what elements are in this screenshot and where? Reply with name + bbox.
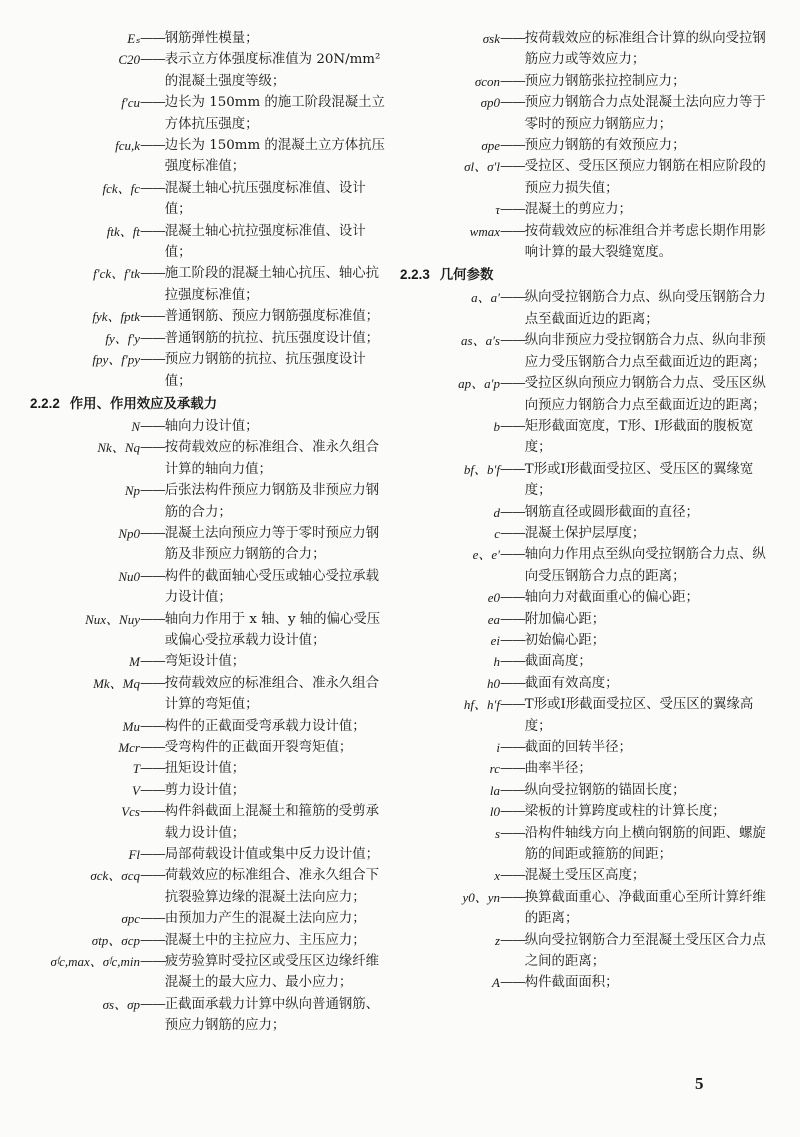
symbol: i <box>496 740 500 755</box>
symbol-description: 混凝土中的主拉应力、主压应力； <box>164 932 366 948</box>
symbol: N <box>131 418 140 434</box>
dash-separator: —— <box>500 932 525 948</box>
symbol-entry <box>30 844 390 865</box>
symbol-entry <box>400 287 775 330</box>
symbol: Fl <box>128 847 140 863</box>
symbol-description: 纵向受拉钢筋合力至混凝土受压区合力点之间的距离； <box>524 932 766 970</box>
symbol: la <box>489 782 500 798</box>
dash-separator: —— <box>140 31 165 46</box>
section-heading <box>400 264 775 286</box>
dash-separator: —— <box>140 654 165 670</box>
symbol: bf、b′f <box>463 461 500 477</box>
symbol-description: 受拉区、受压区预应力钢筋在相应阶段的预应力损失值； <box>524 159 766 196</box>
symbol-description: 混凝土的剪应力； <box>524 202 632 218</box>
symbol-description: 轴向力对截面重心的偏心距； <box>524 590 699 606</box>
symbol-entry <box>30 737 390 758</box>
dash-separator: —— <box>140 718 165 734</box>
symbol: fyk、fptk <box>92 309 140 325</box>
symbol: a、a′ <box>471 290 500 306</box>
dash-separator: —— <box>140 847 165 863</box>
symbol-description: 普通钢筋、预应力钢筋强度标准值； <box>164 309 380 325</box>
symbol-entry <box>400 651 775 672</box>
section-number: 2.2.2 <box>30 395 60 411</box>
symbol-entry <box>30 716 390 737</box>
symbol: h0 <box>487 675 500 691</box>
symbol-entry <box>30 609 390 652</box>
symbol-entry <box>30 801 390 844</box>
symbol: fy、f′y <box>105 330 140 346</box>
symbol-description: 疲劳验算时受拉区或受压区边缘纤维混凝土的最大应力、最小应力； <box>164 954 380 991</box>
symbol: σsk <box>482 31 500 46</box>
dash-separator: —— <box>140 868 165 884</box>
symbol-entry <box>400 221 775 264</box>
symbol-entry <box>400 737 775 758</box>
dash-separator: —— <box>140 52 165 68</box>
symbol: l0 <box>489 804 500 820</box>
symbol: C20 <box>118 52 140 68</box>
dash-separator: —— <box>140 804 165 820</box>
symbol-description: 构件截面面积； <box>524 975 619 991</box>
symbol: c <box>494 525 500 541</box>
symbol-entry <box>400 330 775 373</box>
symbol-entry <box>400 972 775 993</box>
symbol-entry <box>30 673 390 716</box>
symbol: z <box>494 932 500 948</box>
symbol-entry <box>30 758 390 779</box>
symbol: d <box>493 504 500 520</box>
symbol-entry <box>30 263 390 306</box>
dash-separator: —— <box>140 740 165 755</box>
symbol-description: 混凝土轴心抗压强度标准值、设计值； <box>164 180 366 218</box>
dash-separator: —— <box>140 761 165 777</box>
symbol-entry <box>30 28 390 49</box>
symbol: Nux、Nuy <box>85 611 140 627</box>
symbol: ei <box>490 632 500 648</box>
symbol-entry <box>30 865 390 908</box>
dash-separator: —— <box>140 330 165 346</box>
dash-separator: —— <box>500 95 525 111</box>
symbol-entry <box>400 373 775 416</box>
dash-separator: —— <box>140 782 165 798</box>
dash-separator: —— <box>500 868 525 884</box>
symbol-entry <box>30 566 390 609</box>
symbol-entry <box>400 630 775 651</box>
symbol: ap、a′p <box>458 376 500 392</box>
symbol: hf、h′f <box>463 697 500 713</box>
symbol: τ <box>495 202 500 218</box>
symbol: s <box>494 825 500 841</box>
symbol-entry <box>30 306 390 327</box>
left-column <box>30 28 390 1037</box>
symbol-description: 混凝土法向预应力等于零时预应力钢筋及非预应力钢筋的合力； <box>164 525 380 563</box>
symbol-entry <box>30 178 390 221</box>
symbol: ea <box>487 611 500 627</box>
symbol: σpe <box>481 138 500 154</box>
dash-separator: —— <box>500 654 525 670</box>
symbol-description: 弯矩设计值； <box>164 654 246 670</box>
symbol-description: 预应力钢筋合力点处混凝土法向应力等于零时的预应力钢筋应力； <box>524 95 766 132</box>
symbol-description: 纵向受拉钢筋合力点、纵向受压钢筋合力点至截面近边的距离； <box>524 290 766 327</box>
symbol: M <box>129 654 140 670</box>
symbol-description: 轴向力作用点至纵向受拉钢筋合力点、纵向受压钢筋合力点的距离； <box>524 547 766 584</box>
symbol: σck、σcq <box>90 868 140 884</box>
symbol: f′ck、f′tk <box>93 266 140 282</box>
symbol-entry <box>30 930 390 951</box>
symbol-description: 预应力钢筋的抗拉、抗压强度设计值； <box>164 352 366 389</box>
dash-separator: —— <box>140 95 165 111</box>
symbol: e0 <box>487 590 500 606</box>
symbol-description: 构件的正截面受弯承载力设计值； <box>164 718 366 734</box>
symbol-entry <box>400 416 775 459</box>
symbol-description: 截面高度； <box>524 654 592 670</box>
dash-separator: —— <box>140 223 165 239</box>
dash-separator: —— <box>500 547 525 563</box>
symbol-entry <box>400 459 775 502</box>
symbol-description: T形或I形截面受拉区、受压区的翼缘宽度； <box>524 461 754 499</box>
symbol-description: 截面有效高度； <box>524 675 619 691</box>
dash-separator: —— <box>500 290 525 306</box>
dash-separator: —— <box>500 31 525 46</box>
dash-separator: —— <box>500 333 525 349</box>
dash-separator: —— <box>500 975 525 991</box>
symbol: Eₛ <box>127 31 140 46</box>
symbol: fcu,k <box>115 138 140 154</box>
symbol: y0、yn <box>462 889 500 905</box>
dash-separator: —— <box>140 911 165 927</box>
dash-separator: —— <box>140 525 165 541</box>
section-title: 几何参数 <box>439 267 494 284</box>
symbol-description: 构件斜截面上混凝土和箍筋的受剪承载力设计值； <box>164 804 380 841</box>
dash-separator: —— <box>500 632 525 648</box>
symbol-description: 按荷载效应的标准组合、准永久组合计算的弯矩值； <box>164 675 380 713</box>
symbol-description: 按荷载效应的标准组合、准永久组合计算的轴向力值； <box>164 440 380 477</box>
symbol: σs、σp <box>102 996 140 1012</box>
dash-separator: —— <box>140 180 165 196</box>
symbol: e、e′ <box>472 547 500 563</box>
dash-separator: —— <box>500 73 525 89</box>
symbol: rc <box>489 761 500 777</box>
symbol: Mk、Mq <box>93 675 140 691</box>
dash-separator: —— <box>500 804 525 820</box>
symbol: σtp、σcp <box>91 932 140 948</box>
dash-separator: —— <box>500 376 525 392</box>
symbol: T <box>132 761 140 777</box>
symbol-description: 局部荷载设计值或集中反力设计值； <box>164 847 380 863</box>
symbol-entry <box>400 199 775 220</box>
dash-separator: —— <box>500 611 525 627</box>
symbol-entry <box>400 673 775 694</box>
symbol-entry <box>400 135 775 156</box>
symbol-description: 纵向非预应力受拉钢筋合力点、纵向非预应力受压钢筋合力点至截面近边的距离； <box>524 333 766 370</box>
symbol-description: 轴向力作用于 x 轴、y 轴的偏心受压或偏心受拉承载力设计值； <box>164 611 381 648</box>
dash-separator: —— <box>140 996 165 1012</box>
symbol-description: 截面的回转半径； <box>524 740 632 755</box>
dash-separator: —— <box>140 138 165 154</box>
right-column <box>400 28 775 994</box>
dash-separator: —— <box>140 483 165 499</box>
symbol-entry <box>30 328 390 349</box>
symbol-description: 混凝土保护层厚度； <box>524 525 646 541</box>
symbol-entry <box>30 951 390 994</box>
symbol-description: 正截面承载力计算中纵向普通钢筋、预应力钢筋的应力； <box>164 996 380 1034</box>
symbol-description: 扭矩设计值； <box>164 761 246 777</box>
dash-separator: —— <box>140 352 165 368</box>
dash-separator: —— <box>140 954 165 970</box>
symbol-description: 沿构件轴线方向上横向钢筋的间距、螺旋筋的间距或箍筋的间距； <box>524 825 766 863</box>
symbol-entry <box>400 887 775 930</box>
symbol-entry <box>30 480 390 523</box>
dash-separator: —— <box>500 504 525 520</box>
symbol: Mcr <box>118 740 140 755</box>
symbol-entry <box>30 92 390 135</box>
symbol-description: 初始偏心距； <box>524 632 606 648</box>
symbol-description: 按荷载效应的标准组合并考虑长期作用影响计算的最大裂缝宽度。 <box>524 223 766 261</box>
symbol-description: 矩形截面宽度，T形、I形截面的腹板宽度； <box>524 418 754 456</box>
symbol-description: 边长为 150mm 的施工阶段混凝土立方体抗压强度； <box>164 95 385 132</box>
symbol: ftk、ft <box>106 223 140 239</box>
symbol-entry <box>400 865 775 886</box>
symbol: Mu <box>122 718 140 734</box>
dash-separator: —— <box>140 440 165 456</box>
symbol: f′cu <box>121 95 140 111</box>
symbol-entry <box>400 694 775 737</box>
dash-separator: —— <box>500 761 525 777</box>
symbol-entry <box>400 28 775 71</box>
dash-separator: —— <box>500 825 525 841</box>
symbol-description: 施工阶段的混凝土轴心抗压、轴心抗拉强度标准值； <box>164 266 380 303</box>
symbol-description: 受拉区纵向预应力钢筋合力点、受压区纵向预应力钢筋合力点至截面近边的距离； <box>524 376 766 413</box>
symbol-entry <box>30 908 390 929</box>
symbol-description: 附加偏心距； <box>524 611 606 627</box>
symbol: wmax <box>469 223 500 239</box>
symbol-entry <box>30 780 390 801</box>
dash-separator: —— <box>500 740 525 755</box>
symbol: fck、fc <box>102 180 140 196</box>
symbol-entry <box>30 221 390 264</box>
section-number: 2.2.3 <box>400 267 430 283</box>
symbol-entry <box>400 609 775 630</box>
dash-separator: —— <box>500 461 525 477</box>
symbol-entry <box>400 71 775 92</box>
symbol: V <box>132 782 140 798</box>
symbol: Np <box>124 483 140 499</box>
symbol-description: 剪力设计值； <box>164 782 246 798</box>
symbol: σl、σ′l <box>464 159 500 175</box>
symbol-description: 预应力钢筋的有效预应力； <box>524 138 686 154</box>
symbol: σcon <box>474 73 500 89</box>
symbol-entry <box>30 49 390 92</box>
symbol-entry <box>400 156 775 199</box>
dash-separator: —— <box>500 138 525 154</box>
symbol-entry <box>400 92 775 135</box>
symbol-description: T形或I形截面受拉区、受压区的翼缘高度； <box>524 697 754 734</box>
dash-separator: —— <box>500 675 525 691</box>
symbol-description: 曲率半径； <box>524 761 592 777</box>
symbol: x <box>494 868 500 884</box>
symbol-description: 换算截面重心、净截面重心至所计算纤维的距离； <box>524 889 766 927</box>
symbol-entry <box>30 523 390 566</box>
dash-separator: —— <box>140 418 165 434</box>
symbol-entry <box>30 416 390 437</box>
symbol: fpy、f′py <box>92 352 140 368</box>
dash-separator: —— <box>500 697 525 713</box>
symbol: h <box>493 654 500 670</box>
section-title: 作用、作用效应及承载力 <box>69 395 218 412</box>
symbol-entry <box>30 437 390 480</box>
dash-separator: —— <box>140 611 165 627</box>
symbol-entry <box>400 502 775 523</box>
symbol-description: 钢筋直径或圆形截面的直径； <box>524 504 699 520</box>
symbol-description: 荷载效应的标准组合、准永久组合下抗裂验算边缘的混凝土法向应力； <box>164 868 380 905</box>
symbol: Nk、Nq <box>97 440 140 456</box>
symbol-description: 普通钢筋的抗拉、抗压强度设计值； <box>164 330 380 346</box>
dash-separator: —— <box>500 782 525 798</box>
symbol-description: 后张法构件预应力钢筋及非预应力钢筋的合力； <box>164 483 380 520</box>
dash-separator: —— <box>500 159 525 175</box>
symbol: b <box>493 418 500 434</box>
symbol: σp0 <box>480 95 500 111</box>
symbol-entry <box>30 651 390 672</box>
dash-separator: —— <box>140 309 165 325</box>
dash-separator: —— <box>140 266 165 282</box>
symbol-description: 混凝土受压区高度； <box>524 868 646 884</box>
dash-separator: —— <box>500 525 525 541</box>
dash-separator: —— <box>500 202 525 218</box>
dash-separator: —— <box>140 675 165 691</box>
symbol: Nu0 <box>118 568 140 584</box>
dash-separator: —— <box>500 590 525 606</box>
symbol-description: 轴向力设计值； <box>164 418 259 434</box>
symbol-entry <box>400 523 775 544</box>
page-number: 5 <box>695 1074 704 1093</box>
symbol-entry <box>400 801 775 822</box>
symbol-entry <box>30 349 390 392</box>
symbol-entry <box>400 823 775 866</box>
symbol-entry <box>30 135 390 178</box>
symbol: σᶠc,max、σᶠc,min <box>50 954 140 970</box>
symbol-description: 钢筋弹性模量； <box>164 31 259 46</box>
symbol-description: 表示立方体强度标准值为 20N/mm² 的混凝土强度等级； <box>164 52 381 89</box>
dash-separator: —— <box>500 418 525 434</box>
section-heading <box>30 393 390 415</box>
symbol: A <box>492 975 500 991</box>
symbol-description: 预应力钢筋张拉控制应力； <box>524 73 686 89</box>
symbol: σpc <box>121 911 140 927</box>
symbol-description: 构件的截面轴心受压或轴心受拉承载力设计值； <box>164 568 380 606</box>
symbol-description: 受弯构件的正截面开裂弯矩值； <box>164 740 353 755</box>
symbol-description: 由预加力产生的混凝土法向应力； <box>164 911 366 927</box>
symbol-entry <box>400 587 775 608</box>
symbol: Np0 <box>118 525 140 541</box>
dash-separator: —— <box>140 568 165 584</box>
symbol-entry <box>400 544 775 587</box>
dash-separator: —— <box>500 223 525 239</box>
symbol-entry <box>30 994 390 1037</box>
symbol-description: 按荷载效应的标准组合计算的纵向受拉钢筋应力或等效应力； <box>524 31 766 68</box>
symbol: as、a′s <box>461 333 500 349</box>
dash-separator: —— <box>500 889 525 905</box>
symbol-entry <box>400 780 775 801</box>
symbol-description: 边长为 150mm 的混凝土立方体抗压强度标准值； <box>164 138 385 175</box>
dash-separator: —— <box>140 932 165 948</box>
symbol: Vcs <box>121 804 140 820</box>
symbol-description: 纵向受拉钢筋的锚固长度； <box>524 782 686 798</box>
symbol-description: 梁板的计算跨度或柱的计算长度； <box>524 804 726 820</box>
symbol-entry <box>400 930 775 973</box>
symbol-entry <box>400 758 775 779</box>
symbol-description: 混凝土轴心抗拉强度标准值、设计值； <box>164 223 366 261</box>
